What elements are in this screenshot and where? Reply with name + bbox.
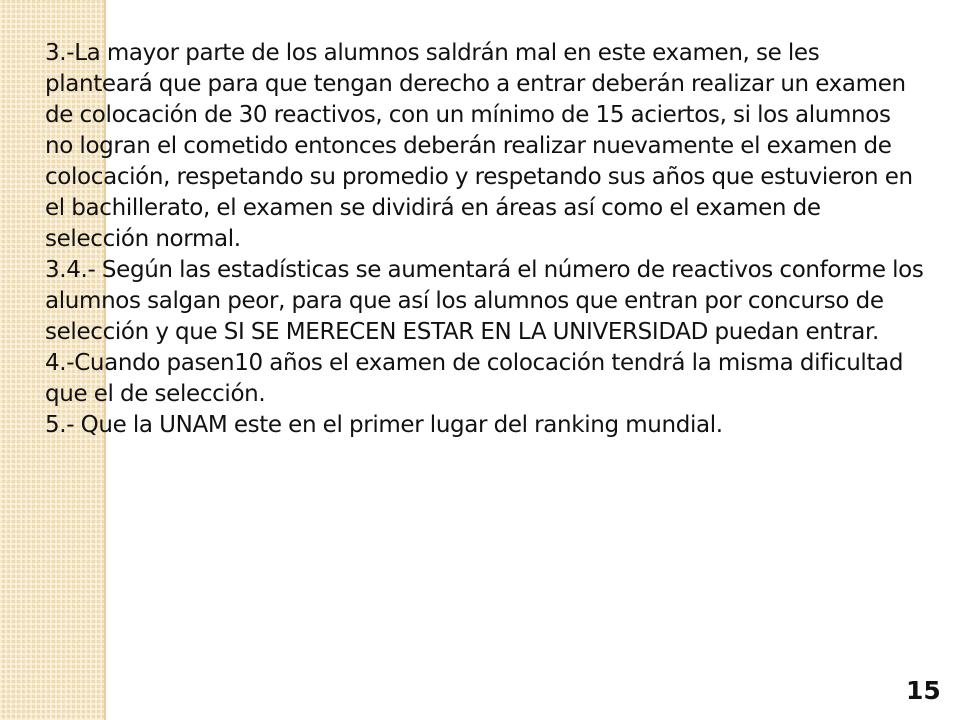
paragraph-3-4: 3.4.- Según las estadísticas se aumentará el número de reactivos conforme los alumnos salgan peor, para que así los alumnos que entran por concurso de selección y que SI SE MERECEN ESTAR EN LA UNIVERSIDAD puedan entrar.	[45, 257, 924, 345]
paragraph-5: 5.- Que la UNAM este en el primer lugar del ranking mundial.	[45, 412, 723, 438]
paragraph-3: 3.-La mayor parte de los alumnos saldrán mal en este examen, se les planteará que para que tengan derecho a entrar deberán realizar un examen de colocación de 30 reactivos, con un mínimo de 15 aciertos, si los alumnos no logran el cometido entonces deberán realizar nuevamente el examen de colocación, respetando su promedio y respetando sus años que estuvieron en el bachillerato, el examen se dividirá en áreas así como el examen de selección normal.	[45, 40, 913, 252]
page-number: 15	[906, 676, 941, 705]
slide-body-text	[45, 38, 925, 441]
paragraph-4: 4.-Cuando pasen10 años el examen de colocación tendrá la misma dificultad que el de selección.	[45, 350, 904, 407]
